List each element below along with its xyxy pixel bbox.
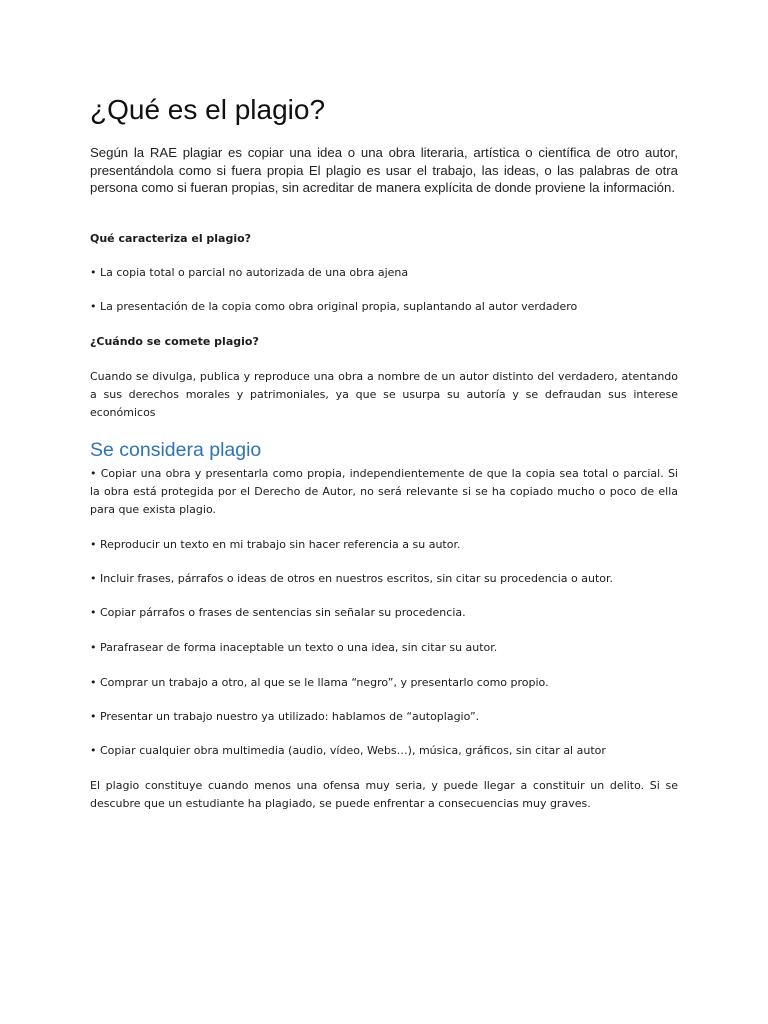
page-title: ¿Qué es el plagio? <box>90 94 326 125</box>
q2-paragraph: Cuando se divulga, publica y reproduce una obra a nombre de un autor distinto del verdadero, atentando a sus derechos morales y patrimoniales, ya que se usurpa su autoría y se defraudan sus interese económicos <box>90 370 678 419</box>
q1-item-2: • La presentación de la copia como obra original propia, suplantando al autor verdadero <box>90 300 578 313</box>
intro-paragraph: Según la RAE plagiar es copiar una idea o una obra literaria, artística o científica de otro autor, presentándola como si fuera propia El plagio es usar el trabajo, las ideas, o las palabras de otra persona como si fueran propias, sin acreditar de manera explícita de donde proviene la información. <box>90 145 678 196</box>
q1-item-1: • La copia total o parcial no autorizada de una obra ajena <box>90 266 409 279</box>
plagio-item-6: • Comprar un trabajo a otro, al que se le llama “negro”, y presentarlo como propio. <box>90 676 549 689</box>
q2-heading: ¿Cuándo se comete plagio? <box>90 335 259 348</box>
plagio-item-1: • Copiar una obra y presentarla como propia, independientemente de que la copia sea total o parcial. Si la obra está protegida por el Derecho de Autor, no será relevante si se ha copiado mucho o poco de ella para que exista plagio. <box>90 467 678 516</box>
section-heading: Se considera plagio <box>90 439 262 461</box>
plagio-item-2: • Reproducir un texto en mi trabajo sin hacer referencia a su autor. <box>90 538 461 551</box>
plagio-item-4: • Copiar párrafos o frases de sentencias sin señalar su procedencia. <box>90 606 466 619</box>
closing-paragraph: El plagio constituye cuando menos una ofensa muy seria, y puede llegar a constituir un delito. Si se descubre que un estudiante ha plagiado, se puede enfrentar a consecuencias muy graves. <box>90 779 678 810</box>
q1-heading: Qué caracteriza el plagio? <box>90 232 252 245</box>
plagio-item-7: • Presentar un trabajo nuestro ya utilizado: hablamos de “autoplagio”. <box>90 710 480 723</box>
plagio-item-8: • Copiar cualquier obra multimedia (audio, vídeo, Webs…), música, gráficos, sin citar al autor <box>90 744 606 757</box>
plagio-item-5: • Parafrasear de forma inaceptable un texto o una idea, sin citar su autor. <box>90 641 498 654</box>
plagio-item-3: • Incluir frases, párrafos o ideas de otros en nuestros escritos, sin citar su procedencia o autor. <box>90 572 613 585</box>
